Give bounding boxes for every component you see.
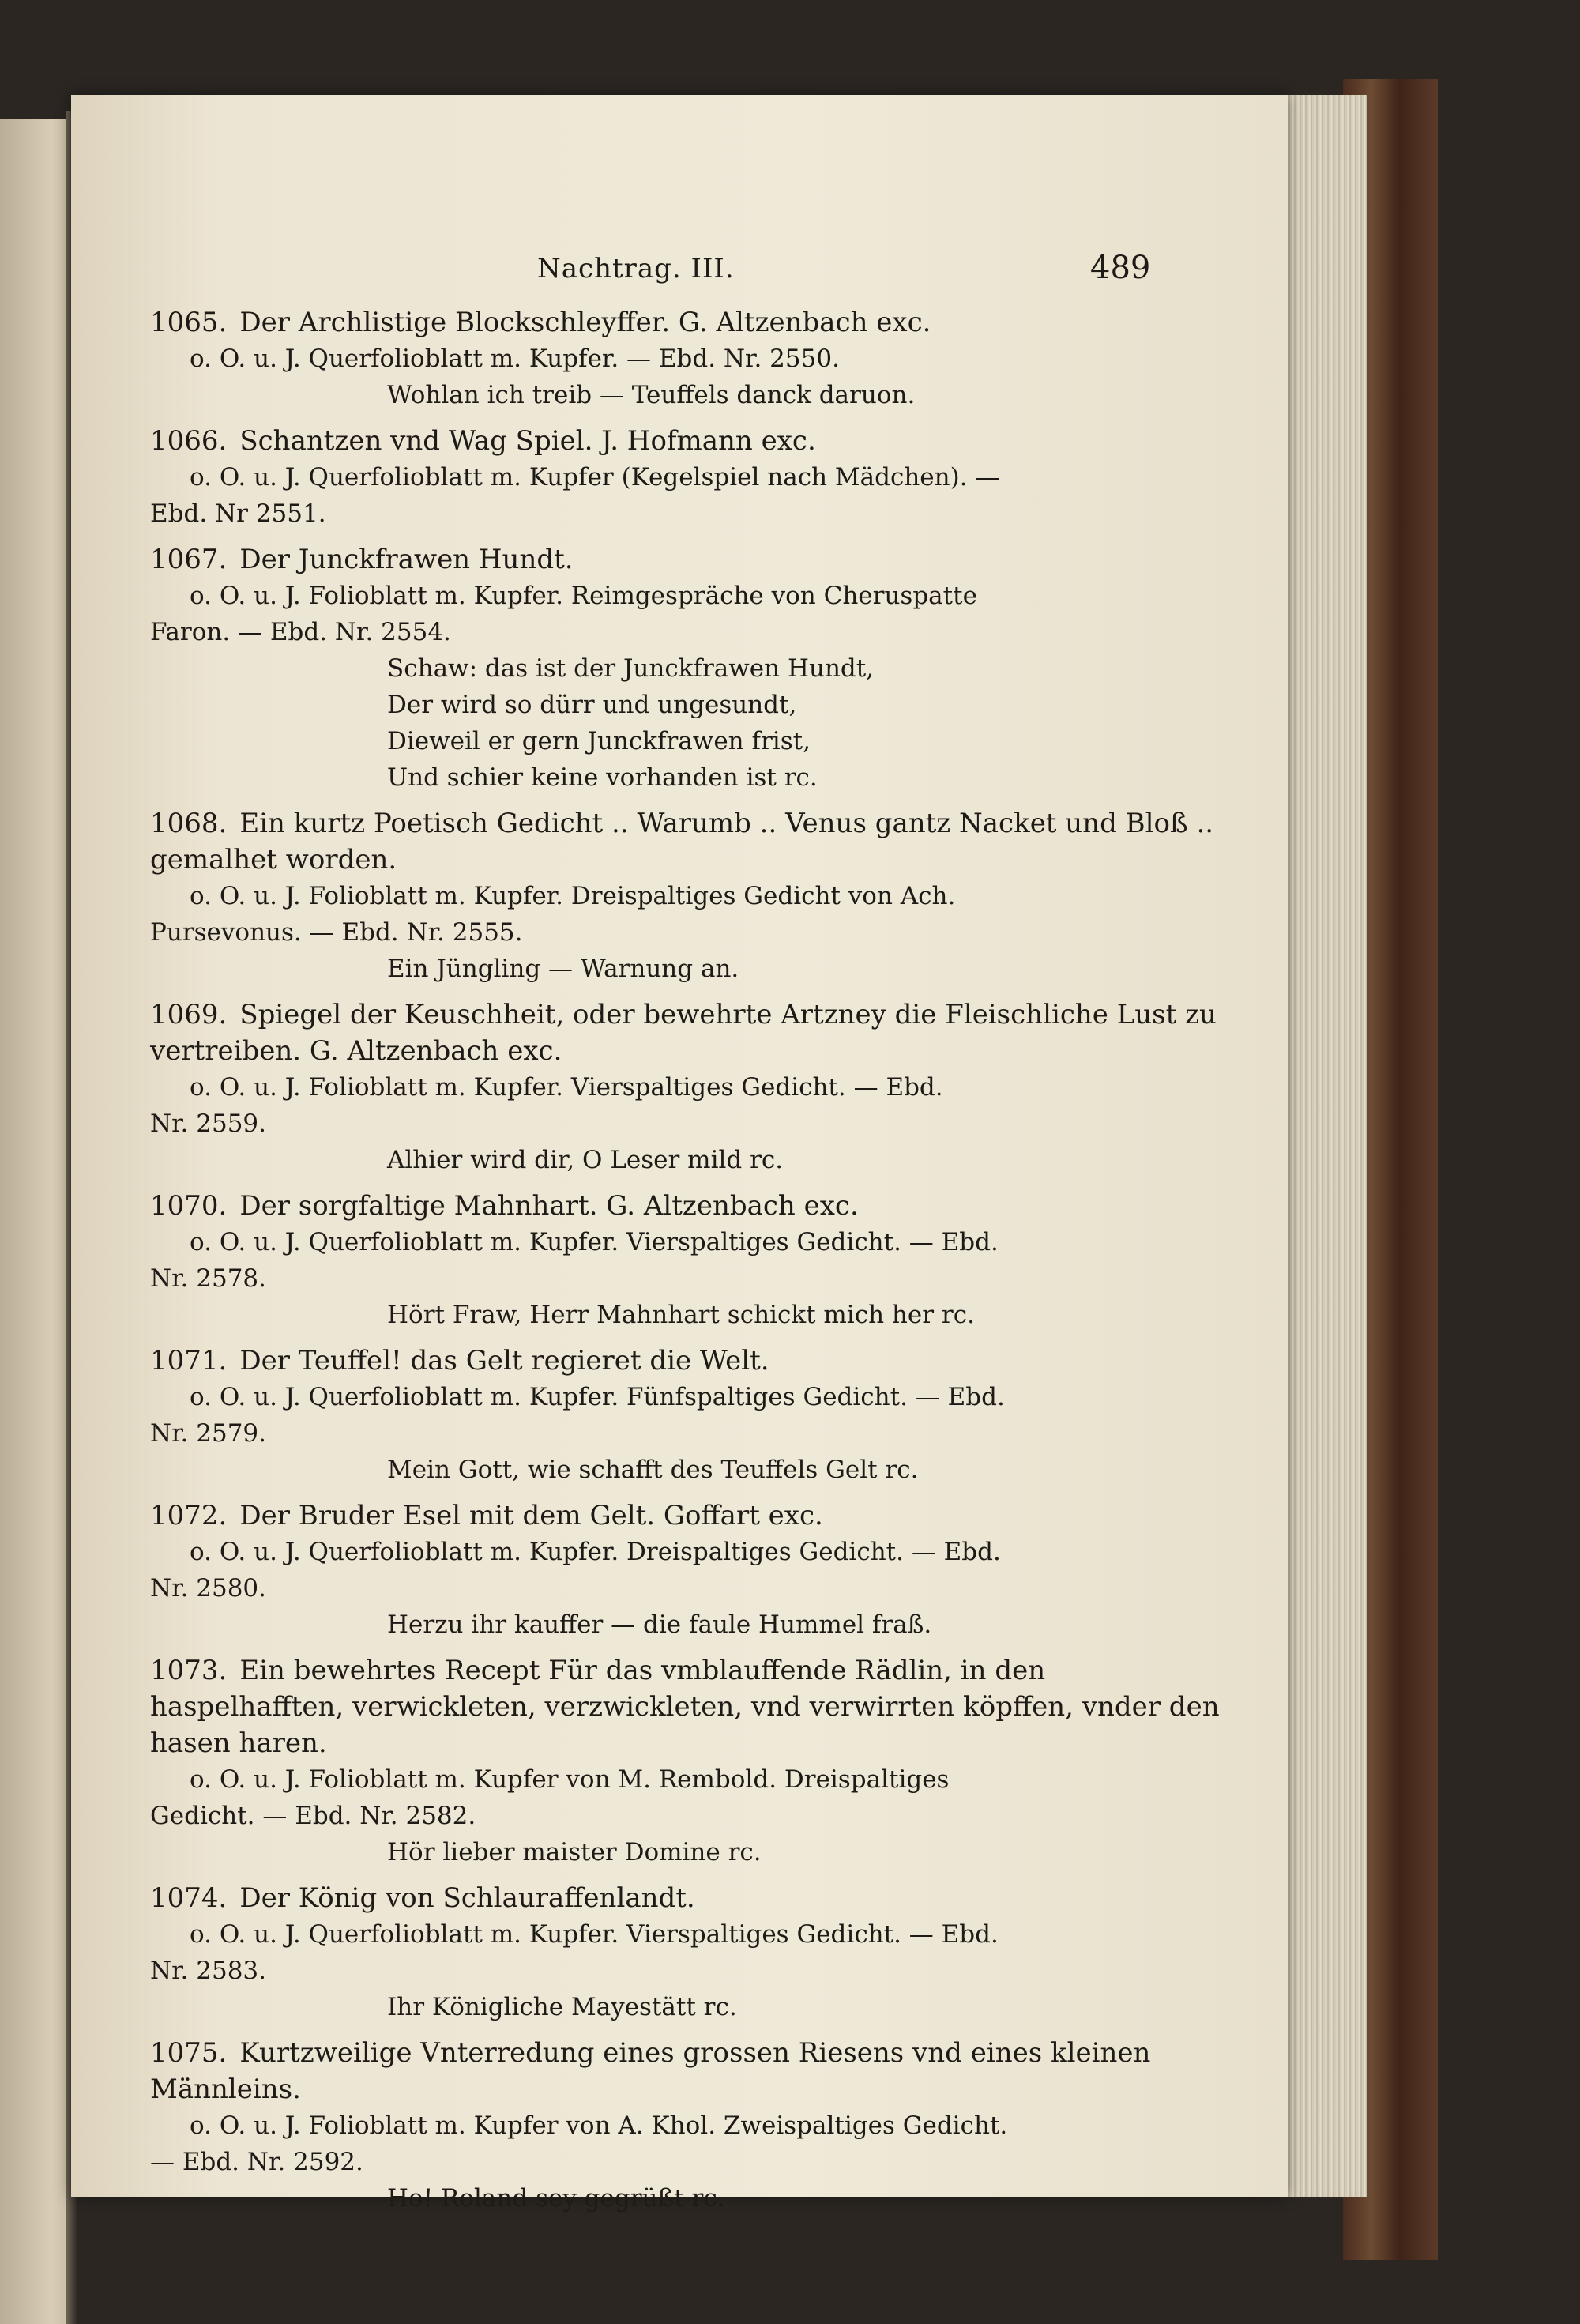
entry-details-line: Nr. 2559. <box>150 1109 266 1138</box>
entry-title-line <box>150 1880 1232 1916</box>
entry-details <box>150 1761 1232 1834</box>
entry-details-line: o. O. u. J. Querfolioblatt m. Kupfer (Kegelspiel nach Mädchen). — <box>190 463 1000 492</box>
entry-quote <box>150 1142 1232 1178</box>
entry-details-line: o. O. u. J. Folioblatt m. Kupfer von A. Khol. Zweispaltiges Gedicht. <box>190 2111 1008 2140</box>
entry-quote <box>150 1452 1232 1488</box>
entry-quote <box>150 2180 1232 2217</box>
entry-details-line: o. O. u. J. Querfolioblatt m. Kupfer. Vierspaltiges Gedicht. — Ebd. <box>190 1228 999 1256</box>
quote-line: Mein Gott, wie schafft des Teuffels Gelt rc. <box>387 1456 919 1484</box>
entry-title-line <box>150 1652 1232 1761</box>
page-number: 489 <box>1090 250 1151 286</box>
quote-line: Schaw: das ist der Junckfrawen Hundt, <box>387 654 875 683</box>
entry-details-line: o. O. u. J. Folioblatt m. Kupfer von M. Rembold. Dreispaltiges <box>190 1765 950 1794</box>
entry-title: Kurtzweilige Vnterredung eines grossen Riesens vnd eines kleinen Männleins. <box>150 2037 1151 2105</box>
entry-number: 1074. <box>150 1882 228 1914</box>
entry-title: Der sorgfaltige Mahnhart. G. Altzenbach exc. <box>239 1190 859 1222</box>
entry-details-line: Nr. 2579. <box>150 1419 266 1448</box>
entry-title-line <box>150 1497 1232 1534</box>
entry-details-line: o. O. u. J. Querfolioblatt m. Kupfer. Fünfspaltiges Gedicht. — Ebd. <box>190 1383 1005 1411</box>
entry-number: 1072. <box>150 1500 228 1531</box>
entry-title: Der König von Schlauraffenlandt. <box>239 1882 695 1914</box>
entry-title: Der Teuffel! das Gelt regieret die Welt. <box>239 1345 769 1377</box>
entry-details <box>150 341 1232 377</box>
entry-details-line: Nr. 2580. <box>150 1574 266 1603</box>
entry-details-line: Nr. 2578. <box>150 1264 266 1293</box>
entry-quote <box>150 1606 1232 1643</box>
entry-quote <box>150 1834 1232 1870</box>
entry-quote <box>150 1297 1232 1333</box>
entry-details-line: — Ebd. Nr. 2592. <box>150 2148 363 2176</box>
catalog-entry <box>150 996 1232 1178</box>
entry-title-line <box>150 304 1232 341</box>
entry-details <box>150 2107 1232 2180</box>
catalog-entry <box>150 1652 1232 1870</box>
catalog-entry <box>150 2035 1232 2217</box>
catalog-entry <box>150 1343 1232 1488</box>
catalog-entry <box>150 1880 1232 2025</box>
quote-line: Hört Fraw, Herr Mahnhart schickt mich her rc. <box>387 1301 975 1329</box>
entry-details <box>150 1916 1232 1989</box>
entry-details <box>150 1224 1232 1297</box>
catalog-entry <box>150 1188 1232 1333</box>
entry-number: 1071. <box>150 1345 228 1377</box>
quote-line: Herzu ihr kauffer — die faule Hummel fraß. <box>387 1610 932 1639</box>
quote-line: Ho! Roland sey gegrüßt rc. <box>387 2184 725 2213</box>
entry-title: Schantzen vnd Wag Spiel. J. Hofmann exc. <box>239 425 816 457</box>
entry-details-line: o. O. u. J. Querfolioblatt m. Kupfer. Dreispaltiges Gedicht. — Ebd. <box>190 1538 1001 1566</box>
entry-title: Der Archlistige Blockschleyffer. G. Altzenbach exc. <box>239 307 931 338</box>
entry-details <box>150 1534 1232 1606</box>
entry-quote <box>150 377 1232 413</box>
entry-title-line <box>150 996 1232 1069</box>
entry-details-line: o. O. u. J. Folioblatt m. Kupfer. Vierspaltiges Gedicht. — Ebd. <box>190 1073 943 1102</box>
quote-line: Und schier keine vorhanden ist rc. <box>387 763 818 792</box>
quote-line: Der wird so dürr und ungesundt, <box>387 691 797 719</box>
entry-details-line: Faron. — Ebd. Nr. 2554. <box>150 618 451 646</box>
page-header <box>71 250 1288 300</box>
catalog-entries <box>150 304 1232 2226</box>
entry-title: Spiegel der Keuschheit, oder bewehrte Artzney die Fleischliche Lust zu vertreiben. G. Altzenbach exc. <box>150 999 1217 1067</box>
entry-title: Der Junckfrawen Hundt. <box>239 544 574 575</box>
entry-number: 1069. <box>150 999 228 1030</box>
quote-line: Dieweil er gern Junckfrawen frist, <box>387 727 811 755</box>
entry-quote <box>150 951 1232 987</box>
quote-line: Wohlan ich treib — Teuffels danck daruon. <box>387 381 916 409</box>
entry-number: 1066. <box>150 425 228 457</box>
entry-details-line: o. O. u. J. Querfolioblatt m. Kupfer. Vierspaltiges Gedicht. — Ebd. <box>190 1920 999 1949</box>
entry-details <box>150 878 1232 951</box>
entry-title-line <box>150 2035 1232 2107</box>
entry-title-line <box>150 805 1232 878</box>
catalog-entry <box>150 423 1232 532</box>
entry-details <box>150 459 1232 532</box>
entry-details-line: o. O. u. J. Folioblatt m. Kupfer. Reimgespräche von Cheruspatte <box>190 582 977 610</box>
entry-number: 1075. <box>150 2037 228 2069</box>
entry-details-line: o. O. u. J. Querfolioblatt m. Kupfer. — Ebd. Nr. 2550. <box>190 345 840 373</box>
entry-title: Ein kurtz Poetisch Gedicht .. Warumb .. Venus gantz Nacket und Bloß .. gemalhet worden. <box>150 808 1214 876</box>
entry-details-line: o. O. u. J. Folioblatt m. Kupfer. Dreispaltiges Gedicht von Ach. <box>190 882 956 910</box>
entry-details-line: Pursevonus. — Ebd. Nr. 2555. <box>150 918 523 947</box>
entry-details <box>150 1379 1232 1452</box>
entry-title-line <box>150 541 1232 578</box>
entry-title-line <box>150 1188 1232 1224</box>
catalog-entry <box>150 541 1232 796</box>
entry-details-line: Gedicht. — Ebd. Nr. 2582. <box>150 1802 476 1830</box>
entry-quote <box>150 1989 1232 2025</box>
left-page-edge <box>0 119 73 2324</box>
entry-number: 1068. <box>150 808 228 839</box>
entry-details <box>150 1069 1232 1142</box>
entry-number: 1070. <box>150 1190 228 1222</box>
entry-details-line: Nr. 2583. <box>150 1957 266 1985</box>
catalog-entry <box>150 304 1232 413</box>
entry-number: 1065. <box>150 307 228 338</box>
entry-title-line <box>150 1343 1232 1379</box>
entry-title-line <box>150 423 1232 459</box>
entry-number: 1067. <box>150 544 228 575</box>
page-stack-edge <box>1280 95 1367 2197</box>
entry-details-line: Ebd. Nr 2551. <box>150 499 326 528</box>
entry-title: Der Bruder Esel mit dem Gelt. Goffart exc. <box>239 1500 823 1531</box>
quote-line: Hör lieber maister Domine rc. <box>387 1838 762 1866</box>
quote-line: Alhier wird dir, O Leser mild rc. <box>387 1146 784 1174</box>
entry-details <box>150 578 1232 650</box>
entry-quote <box>150 650 1232 796</box>
book-page <box>71 95 1288 2213</box>
entry-title: Ein bewehrtes Recept Für das vmblauffende Rädlin, in den haspelhafften, verwickleten, verzwickleten, vnd verwirrten köpffen, vnder den hasen haren. <box>150 1655 1220 1759</box>
quote-line: Ihr Königliche Mayestätt rc. <box>387 1993 737 2021</box>
catalog-entry <box>150 1497 1232 1643</box>
quote-line: Ein Jüngling — Warnung an. <box>387 955 739 983</box>
catalog-entry <box>150 805 1232 987</box>
entry-number: 1073. <box>150 1655 228 1686</box>
running-head: Nachtrag. III. <box>537 253 735 284</box>
